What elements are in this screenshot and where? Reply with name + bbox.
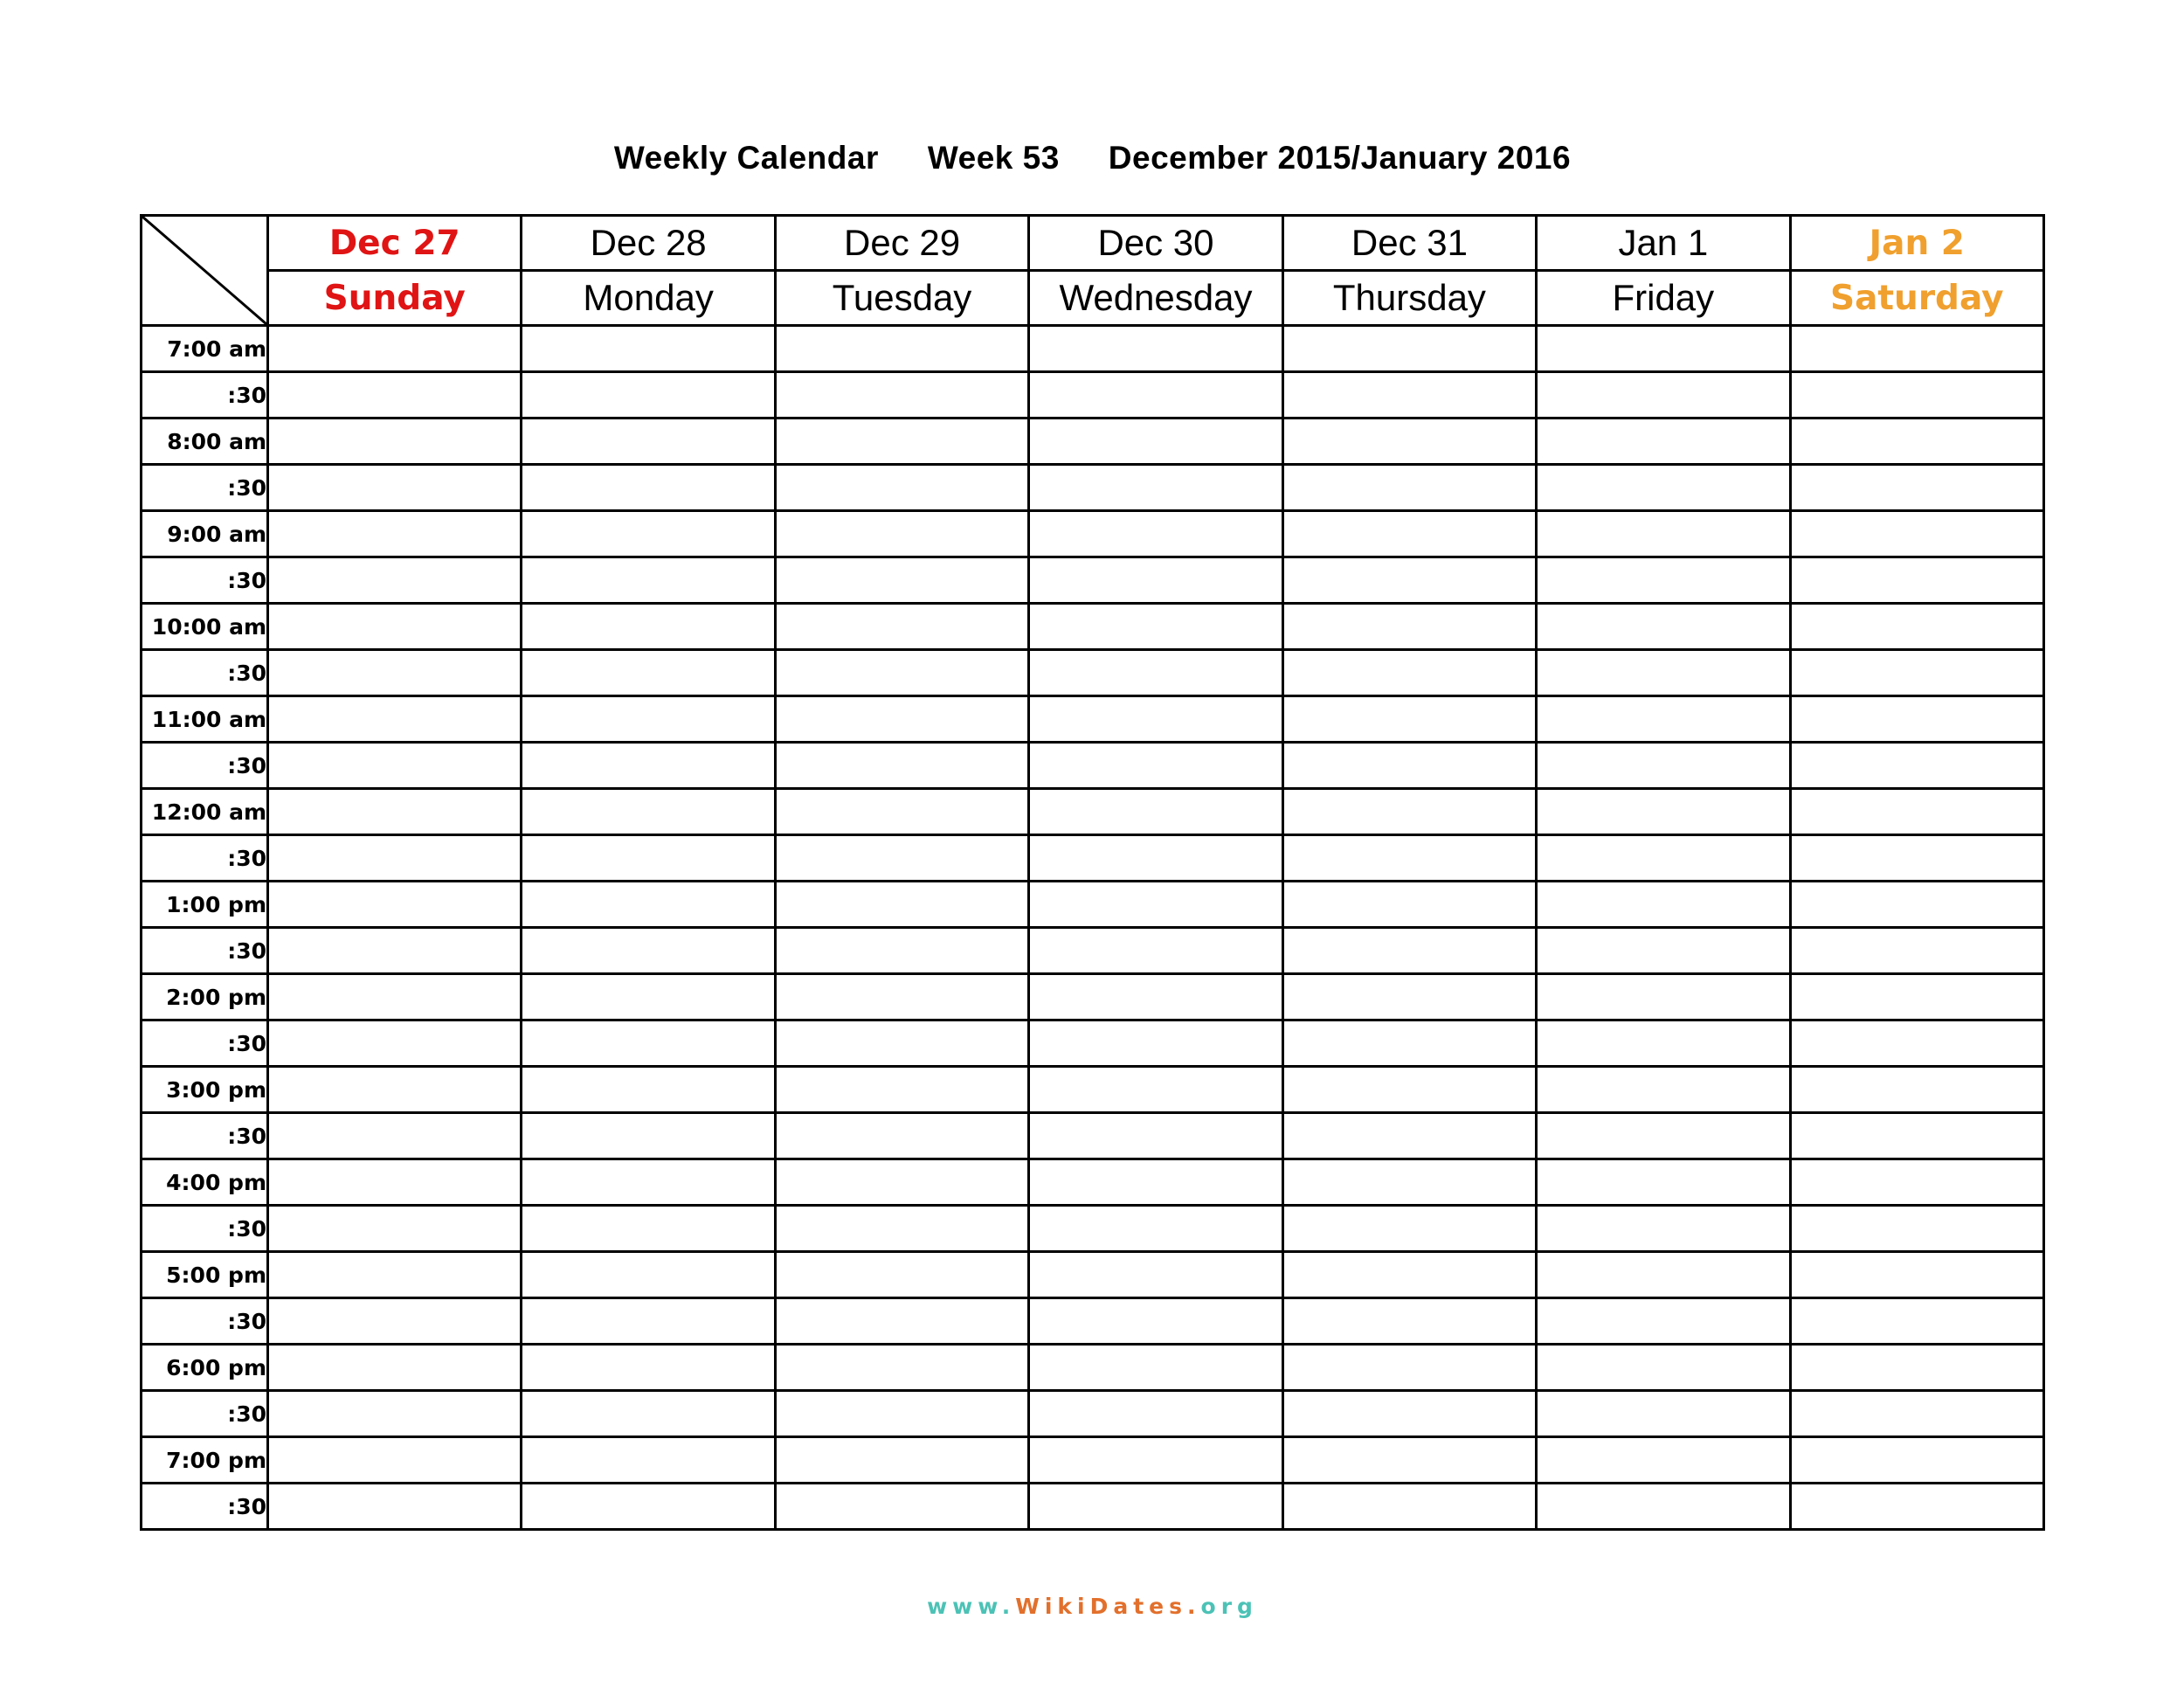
calendar-cell-friday-18[interactable]	[1537, 1159, 1790, 1206]
title-week-number: Week 53	[927, 140, 1060, 176]
time-label: 11:00 am	[142, 696, 268, 743]
time-row	[142, 1298, 2044, 1345]
calendar-cell-saturday-4[interactable]	[1790, 511, 2043, 557]
calendar-cell-thursday-23[interactable]	[1282, 1391, 1536, 1437]
calendar-cell-friday-16[interactable]	[1537, 1067, 1790, 1113]
calendar-cell-wednesday-11[interactable]	[1029, 835, 1282, 882]
calendar-cell-monday-6[interactable]	[522, 604, 775, 650]
calendar-cell-saturday-1[interactable]	[1790, 372, 2043, 419]
calendar-cell-wednesday-23[interactable]	[1029, 1391, 1282, 1437]
calendar-cell-saturday-22[interactable]	[1790, 1345, 2043, 1391]
page-title	[140, 140, 2045, 176]
calendar-cell-friday-3[interactable]	[1537, 465, 1790, 511]
time-row	[142, 326, 2044, 372]
calendar-cell-saturday-18[interactable]	[1790, 1159, 2043, 1206]
time-label: :30	[142, 1391, 268, 1437]
calendar-cell-sunday-18[interactable]	[268, 1159, 522, 1206]
calendar-cell-sunday-13[interactable]	[268, 928, 522, 974]
calendar-cell-friday-5[interactable]	[1537, 557, 1790, 604]
calendar-cell-thursday-8[interactable]	[1282, 696, 1536, 743]
footer-site-link[interactable]	[140, 1594, 2045, 1619]
calendar-cell-sunday-4[interactable]	[268, 511, 522, 557]
calendar-cell-thursday-10[interactable]	[1282, 789, 1536, 835]
calendar-cell-friday-21[interactable]	[1537, 1298, 1790, 1345]
calendar-cell-sunday-22[interactable]	[268, 1345, 522, 1391]
calendar-cell-thursday-5[interactable]	[1282, 557, 1536, 604]
calendar-cell-friday-23[interactable]	[1537, 1391, 1790, 1437]
calendar-cell-tuesday-11[interactable]	[775, 835, 1028, 882]
calendar-cell-saturday-19[interactable]	[1790, 1206, 2043, 1252]
calendar-cell-sunday-10[interactable]	[268, 789, 522, 835]
calendar-cell-thursday-25[interactable]	[1282, 1484, 1536, 1530]
time-row	[142, 1206, 2044, 1252]
time-row	[142, 835, 2044, 882]
day-date-thursday: Dec 31	[1282, 216, 1536, 271]
calendar-cell-monday-1[interactable]	[522, 372, 775, 419]
calendar-cell-wednesday-12[interactable]	[1029, 882, 1282, 928]
calendar-cell-sunday-14[interactable]	[268, 974, 522, 1020]
time-label: :30	[142, 1020, 268, 1067]
calendar-cell-wednesday-15[interactable]	[1029, 1020, 1282, 1067]
calendar-cell-sunday-20[interactable]	[268, 1252, 522, 1298]
calendar-cell-sunday-6[interactable]	[268, 604, 522, 650]
time-row	[142, 650, 2044, 696]
time-label: 7:00 am	[142, 326, 268, 372]
calendar-cell-thursday-7[interactable]	[1282, 650, 1536, 696]
calendar-cell-friday-10[interactable]	[1537, 789, 1790, 835]
calendar-cell-saturday-11[interactable]	[1790, 835, 2043, 882]
calendar-cell-friday-24[interactable]	[1537, 1437, 1790, 1484]
time-label: :30	[142, 928, 268, 974]
time-label: 2:00 pm	[142, 974, 268, 1020]
calendar-cell-saturday-20[interactable]	[1790, 1252, 2043, 1298]
calendar-cell-friday-8[interactable]	[1537, 696, 1790, 743]
calendar-cell-tuesday-8[interactable]	[775, 696, 1028, 743]
calendar-cell-thursday-20[interactable]	[1282, 1252, 1536, 1298]
time-label: :30	[142, 1113, 268, 1159]
calendar-cell-wednesday-7[interactable]	[1029, 650, 1282, 696]
calendar-cell-friday-9[interactable]	[1537, 743, 1790, 789]
time-label: 8:00 am	[142, 419, 268, 465]
calendar-cell-wednesday-2[interactable]	[1029, 419, 1282, 465]
calendar-cell-wednesday-20[interactable]	[1029, 1252, 1282, 1298]
time-row	[142, 696, 2044, 743]
calendar-cell-thursday-17[interactable]	[1282, 1113, 1536, 1159]
calendar-cell-tuesday-20[interactable]	[775, 1252, 1028, 1298]
time-row	[142, 1159, 2044, 1206]
time-label: 7:00 pm	[142, 1437, 268, 1484]
calendar-cell-monday-21[interactable]	[522, 1298, 775, 1345]
time-row	[142, 743, 2044, 789]
calendar-cell-friday-0[interactable]	[1537, 326, 1790, 372]
calendar-cell-wednesday-22[interactable]	[1029, 1345, 1282, 1391]
calendar-cell-tuesday-12[interactable]	[775, 882, 1028, 928]
calendar-cell-monday-18[interactable]	[522, 1159, 775, 1206]
corner-cell	[142, 216, 268, 326]
day-name-monday: Monday	[522, 271, 775, 326]
calendar-cell-thursday-14[interactable]	[1282, 974, 1536, 1020]
calendar-cell-saturday-5[interactable]	[1790, 557, 2043, 604]
calendar-cell-sunday-9[interactable]	[268, 743, 522, 789]
calendar-cell-sunday-7[interactable]	[268, 650, 522, 696]
time-row	[142, 928, 2044, 974]
calendar-cell-tuesday-16[interactable]	[775, 1067, 1028, 1113]
calendar-cell-sunday-25[interactable]	[268, 1484, 522, 1530]
calendar-cell-wednesday-14[interactable]	[1029, 974, 1282, 1020]
calendar-cell-monday-14[interactable]	[522, 974, 775, 1020]
calendar-cell-sunday-16[interactable]	[268, 1067, 522, 1113]
diagonal-line	[142, 217, 266, 324]
calendar-cell-thursday-0[interactable]	[1282, 326, 1536, 372]
time-label: 5:00 pm	[142, 1252, 268, 1298]
calendar-cell-monday-3[interactable]	[522, 465, 775, 511]
calendar-cell-monday-15[interactable]	[522, 1020, 775, 1067]
calendar-cell-saturday-3[interactable]	[1790, 465, 2043, 511]
time-label: 9:00 am	[142, 511, 268, 557]
calendar-cell-tuesday-22[interactable]	[775, 1345, 1028, 1391]
day-name-friday: Friday	[1537, 271, 1790, 326]
calendar-cell-wednesday-4[interactable]	[1029, 511, 1282, 557]
time-row	[142, 604, 2044, 650]
calendar-cell-wednesday-10[interactable]	[1029, 789, 1282, 835]
time-label: :30	[142, 1206, 268, 1252]
calendar-cell-friday-6[interactable]	[1537, 604, 1790, 650]
calendar-cell-saturday-8[interactable]	[1790, 696, 2043, 743]
calendar-cell-thursday-22[interactable]	[1282, 1345, 1536, 1391]
calendar-cell-thursday-3[interactable]	[1282, 465, 1536, 511]
footer-url-segment: www.	[927, 1594, 1016, 1619]
calendar-cell-monday-24[interactable]	[522, 1437, 775, 1484]
calendar-cell-wednesday-19[interactable]	[1029, 1206, 1282, 1252]
calendar-cell-monday-9[interactable]	[522, 743, 775, 789]
calendar-cell-tuesday-21[interactable]	[775, 1298, 1028, 1345]
calendar-cell-saturday-9[interactable]	[1790, 743, 2043, 789]
date-header-row	[142, 216, 2044, 271]
day-date-monday: Dec 28	[522, 216, 775, 271]
calendar-cell-tuesday-3[interactable]	[775, 465, 1028, 511]
time-row	[142, 1437, 2044, 1484]
time-label: 4:00 pm	[142, 1159, 268, 1206]
calendar-cell-monday-10[interactable]	[522, 789, 775, 835]
calendar-cell-saturday-23[interactable]	[1790, 1391, 2043, 1437]
calendar-cell-sunday-17[interactable]	[268, 1113, 522, 1159]
calendar-cell-thursday-1[interactable]	[1282, 372, 1536, 419]
calendar-cell-saturday-15[interactable]	[1790, 1020, 2043, 1067]
calendar-cell-tuesday-4[interactable]	[775, 511, 1028, 557]
calendar-cell-wednesday-13[interactable]	[1029, 928, 1282, 974]
time-label: :30	[142, 465, 268, 511]
calendar-cell-saturday-16[interactable]	[1790, 1067, 2043, 1113]
weekly-calendar-table	[140, 214, 2045, 1531]
calendar-cell-thursday-16[interactable]	[1282, 1067, 1536, 1113]
day-date-sunday: Dec 27	[268, 216, 522, 271]
calendar-cell-thursday-21[interactable]	[1282, 1298, 1536, 1345]
time-label: :30	[142, 372, 268, 419]
calendar-cell-tuesday-15[interactable]	[775, 1020, 1028, 1067]
calendar-cell-friday-14[interactable]	[1537, 974, 1790, 1020]
calendar-cell-monday-22[interactable]	[522, 1345, 775, 1391]
calendar-cell-saturday-24[interactable]	[1790, 1437, 2043, 1484]
calendar-cell-saturday-12[interactable]	[1790, 882, 2043, 928]
calendar-cell-thursday-15[interactable]	[1282, 1020, 1536, 1067]
calendar-cell-friday-20[interactable]	[1537, 1252, 1790, 1298]
calendar-cell-thursday-6[interactable]	[1282, 604, 1536, 650]
calendar-cell-friday-1[interactable]	[1537, 372, 1790, 419]
calendar-cell-wednesday-18[interactable]	[1029, 1159, 1282, 1206]
calendar-cell-wednesday-6[interactable]	[1029, 604, 1282, 650]
time-row	[142, 789, 2044, 835]
day-date-friday: Jan 1	[1537, 216, 1790, 271]
calendar-cell-thursday-9[interactable]	[1282, 743, 1536, 789]
calendar-cell-saturday-6[interactable]	[1790, 604, 2043, 650]
calendar-cell-sunday-3[interactable]	[268, 465, 522, 511]
time-label: :30	[142, 650, 268, 696]
time-label: :30	[142, 1484, 268, 1530]
calendar-cell-sunday-12[interactable]	[268, 882, 522, 928]
time-row	[142, 419, 2044, 465]
calendar-cell-monday-20[interactable]	[522, 1252, 775, 1298]
calendar-cell-sunday-23[interactable]	[268, 1391, 522, 1437]
calendar-cell-wednesday-1[interactable]	[1029, 372, 1282, 419]
calendar-cell-thursday-2[interactable]	[1282, 419, 1536, 465]
day-name-sunday: Sunday	[268, 271, 522, 326]
calendar-cell-tuesday-10[interactable]	[775, 789, 1028, 835]
calendar-cell-friday-12[interactable]	[1537, 882, 1790, 928]
calendar-cell-monday-23[interactable]	[522, 1391, 775, 1437]
calendar-cell-tuesday-18[interactable]	[775, 1159, 1028, 1206]
calendar-cell-saturday-14[interactable]	[1790, 974, 2043, 1020]
day-name-tuesday: Tuesday	[775, 271, 1028, 326]
calendar-cell-tuesday-13[interactable]	[775, 928, 1028, 974]
calendar-cell-monday-0[interactable]	[522, 326, 775, 372]
calendar-cell-tuesday-6[interactable]	[775, 604, 1028, 650]
calendar-cell-tuesday-1[interactable]	[775, 372, 1028, 419]
calendar-cell-monday-11[interactable]	[522, 835, 775, 882]
calendar-cell-wednesday-16[interactable]	[1029, 1067, 1282, 1113]
calendar-cell-tuesday-17[interactable]	[775, 1113, 1028, 1159]
calendar-cell-friday-11[interactable]	[1537, 835, 1790, 882]
calendar-cell-tuesday-19[interactable]	[775, 1206, 1028, 1252]
calendar-cell-tuesday-7[interactable]	[775, 650, 1028, 696]
calendar-cell-thursday-12[interactable]	[1282, 882, 1536, 928]
calendar-cell-wednesday-8[interactable]	[1029, 696, 1282, 743]
title-date-range: December 2015/January 2016	[1108, 140, 1572, 176]
title-label: Weekly Calendar	[613, 140, 879, 176]
calendar-cell-sunday-8[interactable]	[268, 696, 522, 743]
calendar-cell-tuesday-0[interactable]	[775, 326, 1028, 372]
calendar-cell-sunday-5[interactable]	[268, 557, 522, 604]
time-label: 1:00 pm	[142, 882, 268, 928]
calendar-cell-monday-25[interactable]	[522, 1484, 775, 1530]
calendar-cell-tuesday-25[interactable]	[775, 1484, 1028, 1530]
calendar-cell-monday-2[interactable]	[522, 419, 775, 465]
calendar-cell-tuesday-2[interactable]	[775, 419, 1028, 465]
calendar-cell-wednesday-21[interactable]	[1029, 1298, 1282, 1345]
footer-url-segment: org	[1200, 1594, 1258, 1619]
time-row	[142, 882, 2044, 928]
time-label: 6:00 pm	[142, 1345, 268, 1391]
calendar-cell-wednesday-9[interactable]	[1029, 743, 1282, 789]
calendar-cell-sunday-15[interactable]	[268, 1020, 522, 1067]
calendar-cell-thursday-4[interactable]	[1282, 511, 1536, 557]
time-row	[142, 511, 2044, 557]
time-row	[142, 1113, 2044, 1159]
time-label: :30	[142, 557, 268, 604]
day-name-saturday: Saturday	[1790, 271, 2043, 326]
day-name-thursday: Thursday	[1282, 271, 1536, 326]
time-row	[142, 1345, 2044, 1391]
calendar-cell-saturday-10[interactable]	[1790, 789, 2043, 835]
calendar-cell-saturday-2[interactable]	[1790, 419, 2043, 465]
calendar-cell-sunday-11[interactable]	[268, 835, 522, 882]
calendar-cell-wednesday-25[interactable]	[1029, 1484, 1282, 1530]
calendar-cell-wednesday-5[interactable]	[1029, 557, 1282, 604]
calendar-cell-wednesday-0[interactable]	[1029, 326, 1282, 372]
day-date-saturday: Jan 2	[1790, 216, 2043, 271]
calendar-cell-sunday-21[interactable]	[268, 1298, 522, 1345]
calendar-cell-friday-4[interactable]	[1537, 511, 1790, 557]
calendar-cell-monday-4[interactable]	[522, 511, 775, 557]
day-name-wednesday: Wednesday	[1029, 271, 1282, 326]
calendar-cell-monday-12[interactable]	[522, 882, 775, 928]
day-name-header-row	[142, 271, 2044, 326]
calendar-cell-friday-17[interactable]	[1537, 1113, 1790, 1159]
time-row	[142, 1391, 2044, 1437]
calendar-cell-thursday-18[interactable]	[1282, 1159, 1536, 1206]
calendar-cell-saturday-0[interactable]	[1790, 326, 2043, 372]
calendar-cell-friday-25[interactable]	[1537, 1484, 1790, 1530]
calendar-cell-saturday-13[interactable]	[1790, 928, 2043, 974]
time-label: :30	[142, 743, 268, 789]
calendar-cell-friday-7[interactable]	[1537, 650, 1790, 696]
calendar-cell-tuesday-9[interactable]	[775, 743, 1028, 789]
time-row	[142, 557, 2044, 604]
time-label: 10:00 am	[142, 604, 268, 650]
time-row	[142, 372, 2044, 419]
calendar-cell-friday-2[interactable]	[1537, 419, 1790, 465]
calendar-cell-thursday-24[interactable]	[1282, 1437, 1536, 1484]
calendar-cell-tuesday-14[interactable]	[775, 974, 1028, 1020]
calendar-cell-monday-19[interactable]	[522, 1206, 775, 1252]
calendar-cell-saturday-7[interactable]	[1790, 650, 2043, 696]
time-label: :30	[142, 835, 268, 882]
day-date-wednesday: Dec 30	[1029, 216, 1282, 271]
calendar-cell-wednesday-24[interactable]	[1029, 1437, 1282, 1484]
calendar-cell-friday-19[interactable]	[1537, 1206, 1790, 1252]
calendar-cell-thursday-13[interactable]	[1282, 928, 1536, 974]
calendar-cell-tuesday-23[interactable]	[775, 1391, 1028, 1437]
time-row	[142, 1067, 2044, 1113]
time-row	[142, 974, 2044, 1020]
calendar-cell-saturday-17[interactable]	[1790, 1113, 2043, 1159]
calendar-cell-monday-8[interactable]	[522, 696, 775, 743]
time-label: :30	[142, 1298, 268, 1345]
calendar-cell-thursday-19[interactable]	[1282, 1206, 1536, 1252]
calendar-cell-sunday-2[interactable]	[268, 419, 522, 465]
calendar-cell-saturday-25[interactable]	[1790, 1484, 2043, 1530]
calendar-cell-monday-13[interactable]	[522, 928, 775, 974]
time-row	[142, 1252, 2044, 1298]
calendar-cell-wednesday-3[interactable]	[1029, 465, 1282, 511]
time-label: 3:00 pm	[142, 1067, 268, 1113]
calendar-cell-tuesday-24[interactable]	[775, 1437, 1028, 1484]
calendar-cell-monday-16[interactable]	[522, 1067, 775, 1113]
time-row	[142, 1484, 2044, 1530]
calendar-cell-wednesday-17[interactable]	[1029, 1113, 1282, 1159]
calendar-cell-thursday-11[interactable]	[1282, 835, 1536, 882]
calendar-cell-monday-17[interactable]	[522, 1113, 775, 1159]
calendar-cell-sunday-1[interactable]	[268, 372, 522, 419]
calendar-cell-sunday-19[interactable]	[268, 1206, 522, 1252]
time-row	[142, 465, 2044, 511]
calendar-cell-saturday-21[interactable]	[1790, 1298, 2043, 1345]
calendar-cell-friday-15[interactable]	[1537, 1020, 1790, 1067]
calendar-cell-friday-22[interactable]	[1537, 1345, 1790, 1391]
calendar-cell-sunday-0[interactable]	[268, 326, 522, 372]
footer-url-segment: WikiDates.	[1015, 1594, 1201, 1619]
time-label: 12:00 am	[142, 789, 268, 835]
calendar-cell-friday-13[interactable]	[1537, 928, 1790, 974]
time-row	[142, 1020, 2044, 1067]
calendar-cell-monday-5[interactable]	[522, 557, 775, 604]
calendar-cell-monday-7[interactable]	[522, 650, 775, 696]
calendar-cell-sunday-24[interactable]	[268, 1437, 522, 1484]
day-date-tuesday: Dec 29	[775, 216, 1028, 271]
calendar-cell-tuesday-5[interactable]	[775, 557, 1028, 604]
